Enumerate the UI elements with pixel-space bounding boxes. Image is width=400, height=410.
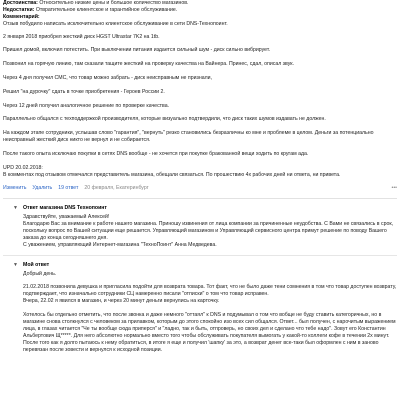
advantages-label: Достоинства: [3, 0, 38, 6]
update-text: В комментах под отзывом отмечался представитель магазина, обещали связаться. По прошествию 4х рабочих дней ни ответа, ни привета. [3, 171, 341, 178]
disadvantages-row [3, 7, 397, 14]
my-reply-text-2: Вчера, 22.02 я явился в магазин, и через 20 минут деньги вернулись на карточку. [23, 298, 220, 305]
shop-reply-body [13, 214, 397, 249]
comment-paragraph-2: Пришел домой, включил потестить. При выключении питания издается сильный шум - диск сильно вибрирует. [3, 47, 271, 54]
comment-paragraph-3: Позвонил на горячую линию, там сказали тащите жесткий на проверку качества на Вайнера. Принес, сдал, описал звук. [3, 61, 295, 68]
shop-reply-header[interactable] [13, 205, 397, 212]
edit-link[interactable]: Изменить [3, 185, 27, 192]
my-reply-text-3: Хотелось бы отдельно отметить, что после звонка и даже немного "оттаял" к DNS и подумывал о том что вобще не буду ставить категоричных, но в магазине снова столкнулся с человеком за прилавком, которым до этого спокойно изо всех сил общался. Ответ... был получен, с нарочитым выражением лица, в глазах читается "Че ты вообще сюда приперся" и "ладно, так и быть, отпроверь, но своих дел и сделано что тебе надо". Зовут его Константин Альбертович Щ*****. Для него абсолютно нормально вместо того чтобы обслуживать покупателя вымогать у какой-то коллеги кофе в течении 2х минут. После того как я долго пытаюсь к нему обратиться, в итоге я еще и получил 'шапку' за это, а возврат денег все-таки был оформлен с ним в заново перевязан после зовести и вернулся к исходной позиции. [23, 312, 396, 353]
shop-reply-sign: С уважением, управляющий Интернет-магазина "ТехноПоинт" Анна Медведева. [23, 241, 217, 248]
shop-reply-greeting: Здравствуйте, уважаемый Алексей! [23, 214, 110, 221]
disadvantages-label: Недостатки: [3, 6, 35, 13]
my-reply-header[interactable] [13, 262, 397, 269]
update-line: UPD 20.02.2018: [3, 164, 43, 171]
shop-reply-title: Ответ магазина DNS Технопоинт [23, 205, 107, 212]
comment-paragraph-5: Решил "на дурочку" сдать в точке приобретения - Героев России 2. [3, 88, 165, 95]
review-meta: 20 февраля, Екатеринбург [84, 185, 149, 192]
votes-count[interactable]: 19 ответ [58, 185, 79, 192]
my-reply [3, 262, 397, 354]
comment-paragraph-7: Параллельно общался с техподдержкой производителя, которые визуально подтвердили, что диск таких шумов издавать не должен. [3, 116, 326, 123]
chevron-down-icon[interactable]: ▼ [13, 205, 18, 212]
comment-label: Комментарий: [3, 13, 40, 20]
divider [3, 198, 397, 199]
my-reply-text-1: 21.02.2018 позвонила девушка и пригласила подойти для возврата товара. Тот факт, что не было даже тени сомнения в том что товар доступен возврату, подтверждает, что изначально сотрудники СЦ намеренно писали "отписки" о том что товар исправен. [23, 284, 397, 298]
my-reply-greeting: Добрый день. [23, 270, 57, 277]
my-reply-body [13, 271, 397, 354]
disadvantages-text: Отвратительное клиентское и гарантийное обслуживание. [35, 6, 178, 13]
delete-link[interactable]: Удалить [32, 185, 53, 192]
review-container [3, 0, 397, 360]
shop-reply [3, 205, 397, 248]
advantages-text: Относительно низкие цены и большое количество магазинов. [39, 0, 189, 6]
comment-paragraph-6: Через 12 дней получил аналогичное решение по проверке качества. [3, 102, 170, 109]
comment-paragraph-0: Отзыв побудило написать исключительно клиентское обслуживание в сети DNS-Технопоинт. [3, 20, 228, 27]
comment-label-row [3, 14, 397, 21]
divider [3, 255, 397, 256]
comment-paragraph-9: После такого опыта исключаю покупки в сетях DNS вообще - не хочется при покупке бракованной вещи ходить по кругам ада. [3, 150, 309, 157]
chevron-down-icon[interactable]: ▼ [13, 261, 18, 268]
comment-paragraph-1: 2 января 2018 приобрел жесткий диск HGST Ultrastar 7K2 на 1tb. [3, 33, 160, 40]
comment-paragraph-8: На каждом этапе сотрудники, услышав слово "гарантия", "вернуть" резко становились безразличны ко мне и проблеме в целом. Деньги за потенциально неисправный жесткий диск никто не вернул и не собирается. [3, 130, 374, 144]
shop-reply-text: Благодарю Вас за внимание к работе нашего магазина. Приношу извинения от лица компании за причиненные неудобства. С Вами не связались в срок, поскольку вопрос по Вашей ситуации еще решается. Управляющий магазином и Управляющий сервисного центра примут решение по поводу Вашего заказа до конца сегодняшнего дня. [23, 221, 394, 241]
review-actions [3, 185, 397, 192]
comment-paragraph-4: Через 4 дня получил СМС, что товар можно забрать - диск неисправным не признали, [3, 75, 212, 82]
advantages-row [3, 0, 397, 7]
more-icon[interactable]: ••• [391, 185, 397, 192]
my-reply-title: Мой ответ [23, 261, 50, 268]
